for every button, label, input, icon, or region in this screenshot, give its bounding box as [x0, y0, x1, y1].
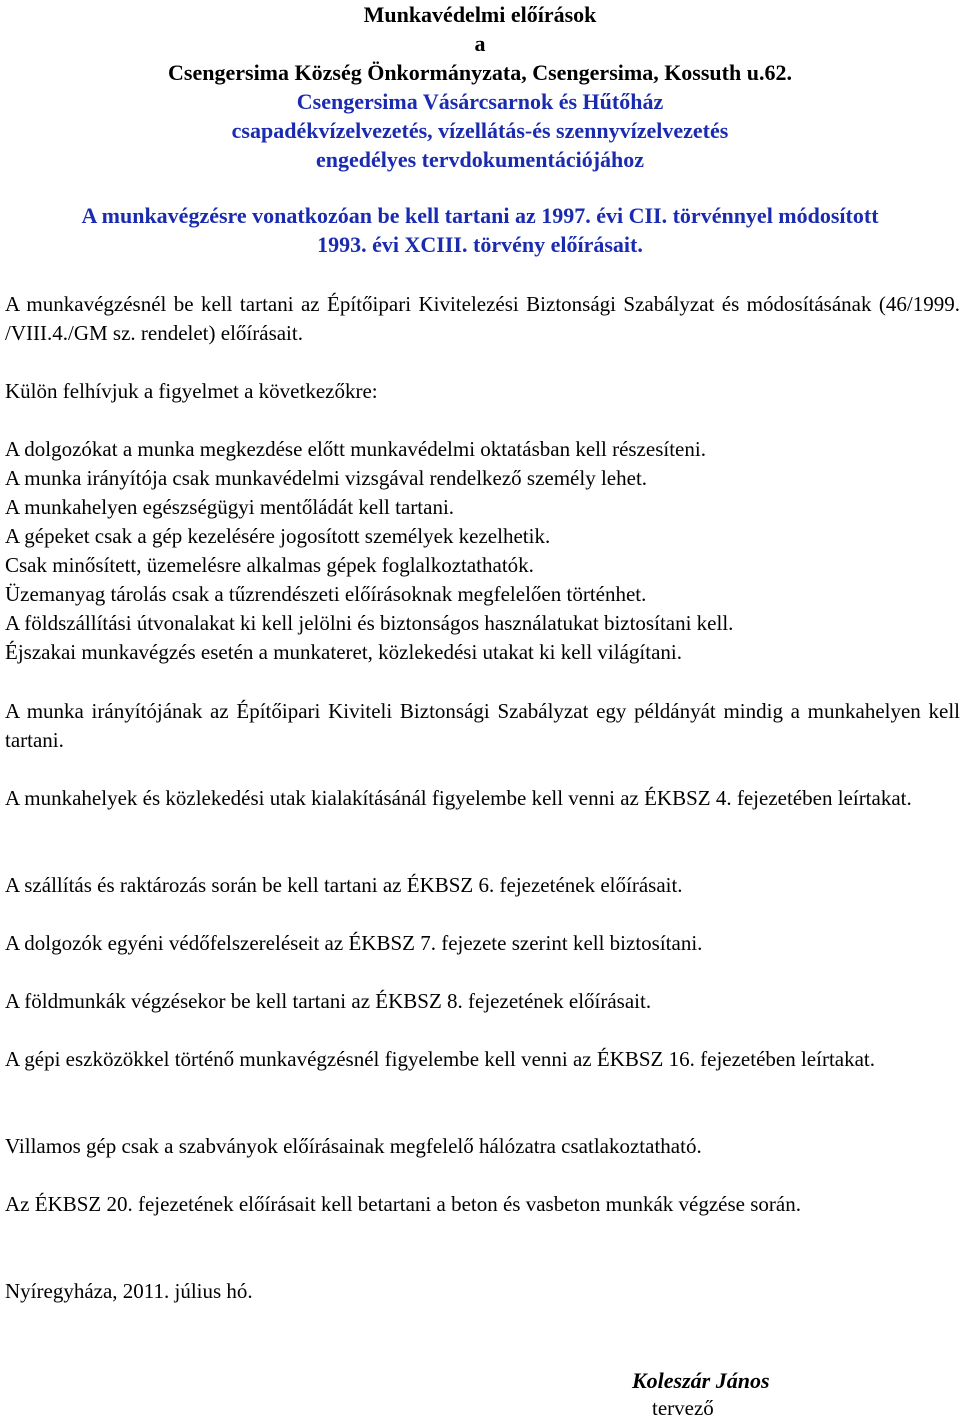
rules-list	[5, 435, 960, 667]
ekbsz-ch4-paragraph: A munkahelyek és közlekedési utak kialakításánál figyelembe kell venni az ÉKBSZ 4. fejezetében leírtakat.	[5, 786, 912, 810]
rule-item: Üzemanyag tárolás csak a tűzrendészeti előírásoknak megfelelően történhet.	[5, 582, 647, 606]
document-title-block	[0, 0, 960, 174]
title-connector: a	[474, 31, 486, 56]
project-scope: csapadékvízelvezetés, vízellátás-és szennyvízelvezetés	[231, 118, 729, 143]
ekbsz-ch8-paragraph: A földmunkák végzésekor be kell tartani az ÉKBSZ 8. fejezetének előírásait.	[5, 989, 652, 1013]
client-name: Csengersima Község Önkormányzata, Csengersima, Kossuth u.62.	[168, 60, 792, 85]
rule-item: Éjszakai munkavégzés esetén a munkateret, közlekedési utakat ki kell világítani.	[5, 640, 682, 664]
rule-item: Csak minősített, üzemelésre alkalmas gépek foglalkoztathatók.	[5, 553, 534, 577]
ekbsz-ch7-paragraph: A dolgozók egyéni védőfelszereléseit az ÉKBSZ 7. fejezete szerint kell biztosítani.	[5, 931, 703, 955]
project-name: Csengersima Vásárcsarnok és Hűtőház	[296, 89, 664, 114]
ekbsz-ch20-paragraph: Az ÉKBSZ 20. fejezetének előírásait kell betartani a beton és vasbeton munkák végzése során.	[5, 1192, 801, 1216]
attention-line: Külön felhívjuk a figyelmet a következőkre:	[5, 379, 378, 403]
rule-item: A munka irányítója csak munkavédelmi vizsgával rendelkező személy lehet.	[5, 466, 648, 490]
signature-name: Koleszár János	[632, 1368, 770, 1393]
law-reference	[20, 201, 940, 259]
rule-item: A földszállítási útvonalakat ki kell jelölni és biztonságos használatukat biztosítani kell.	[5, 611, 734, 635]
ekbsz-ch6-paragraph: A szállítás és raktározás során be kell tartani az ÉKBSZ 6. fejezetének előírásait.	[5, 873, 683, 897]
signature-role: tervező	[652, 1396, 714, 1420]
rule-item: A munkahelyen egészségügyi mentőládát kell tartani.	[5, 495, 455, 519]
rule-item: A dolgozókat a munka megkezdése előtt munkavédelmi oktatásban kell részesíteni.	[5, 437, 706, 461]
safety-code-copy-paragraph: A munka irányítójának az Építőipari Kiviteli Biztonsági Szabályzat egy példányát mindig a munkahelyen kell tartani.	[5, 699, 960, 752]
rule-item: A gépeket csak a gép kezelésére jogosított személyek kezelhetik.	[5, 524, 551, 548]
law-reference-line-2: 1993. évi XCIII. törvény előírásait.	[317, 232, 643, 257]
place-date: Nyíregyháza, 2011. július hó.	[5, 1279, 253, 1303]
ekbsz-ch16-paragraph: A gépi eszközökkel történő munkavégzésnél figyelembe kell venni az ÉKBSZ 16. fejezetében leírtakat.	[5, 1047, 876, 1071]
project-document-type: engedélyes tervdokumentációjához	[315, 147, 645, 172]
document-title: Munkavédelmi előírások	[363, 2, 597, 27]
ekbsz-paragraph: A munkavégzésnél be kell tartani az Építőipari Kivitelezési Biztonsági Szabályzat és módosításának (46/1999. /VIII.4./GM sz. rendelet) előírásait.	[5, 292, 960, 345]
law-reference-line-1: A munkavégzésre vonatkozóan be kell tartani az 1997. évi CII. törvénnyel módosított	[81, 203, 879, 228]
electric-machine-paragraph: Villamos gép csak a szabványok előírásainak megfelelő hálózatra csatlakoztatható.	[5, 1134, 702, 1158]
